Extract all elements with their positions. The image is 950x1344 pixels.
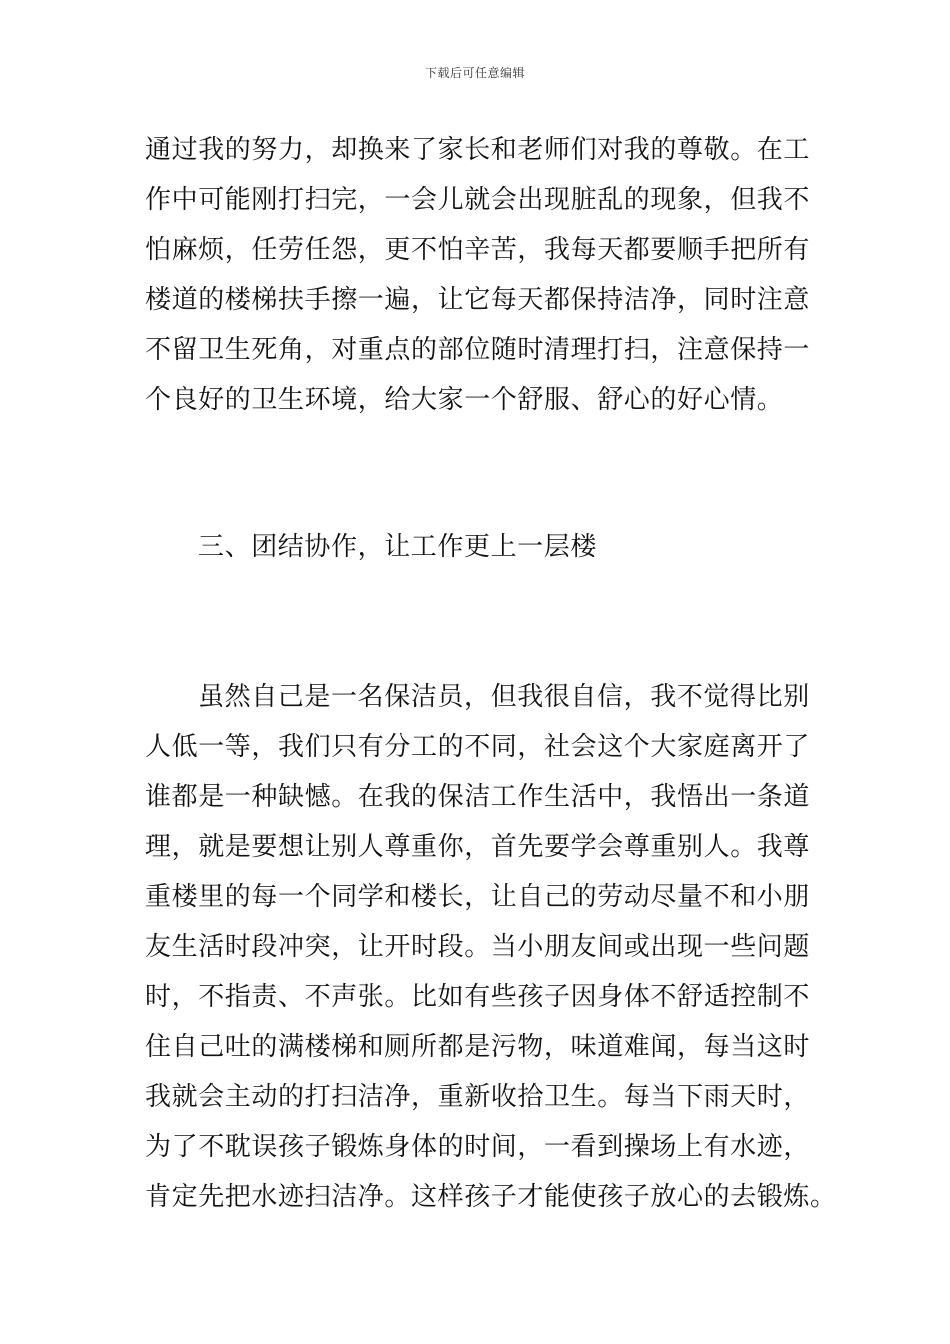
section-heading [145,522,810,572]
paragraph-line: 时，不指责、不声张。比如有些孩子因身体不舒适控制不 [145,982,811,1012]
paragraph-line: 谁都是一种缺憾。在我的保洁工作生活中，我悟出一条道 [145,782,811,812]
paragraph-2 [145,672,837,1222]
page-header: 下载后可任意编辑 [424,66,525,80]
paragraph-line: 住自己吐的满楼梯和厕所都是污物，味道难闻，每当这时 [145,1032,811,1062]
paragraph-line: 为了不耽误孩子锻炼身体的时间，一看到操场上有水迹， [145,1132,811,1162]
paragraph-line: 友生活时段冲突，让开时段。当小朋友间或出现一些问题 [145,932,811,962]
paragraph-line: 理，就是要想让别人尊重你，首先要学会尊重别人。我尊 [145,832,811,862]
paragraph-line: 楼道的楼梯扶手擦一遍，让它每天都保持洁净，同时注意 [145,285,811,315]
paragraph-line: 虽然自己是一名保洁员，但我很自信，我不觉得比别 [198,682,810,712]
paragraph-line: 作中可能刚打扫完，一会儿就会出现脏乱的现象，但我不 [145,185,811,215]
paragraph-line: 人低一等，我们只有分工的不同，社会这个大家庭离开了 [145,732,811,762]
section-heading-text: 三、团结协作，让工作更上一层楼 [198,532,598,562]
paragraph-line: 我就会主动的打扫洁净，重新收拾卫生。每当下雨天时， [145,1082,811,1112]
paragraph-1 [145,125,810,425]
paragraph-line: 怕麻烦，任劳任怨，更不怕辛苦，我每天都要顺手把所有 [145,235,811,265]
paragraph-line: 通过我的努力，却换来了家长和老师们对我的尊敬。在工 [145,135,811,165]
paragraph-line: 肯定先把水迹扫洁净。这样孩子才能使孩子放心的去锻炼。 [145,1182,837,1212]
paragraph-line: 重楼里的每一个同学和楼长，让自己的劳动尽量不和小朋 [145,882,811,912]
paragraph-line: 不留卫生死角，对重点的部位随时清理打扫，注意保持一 [145,335,811,365]
paragraph-line: 个良好的卫生环境，给大家一个舒服、舒心的好心情。 [145,385,784,415]
